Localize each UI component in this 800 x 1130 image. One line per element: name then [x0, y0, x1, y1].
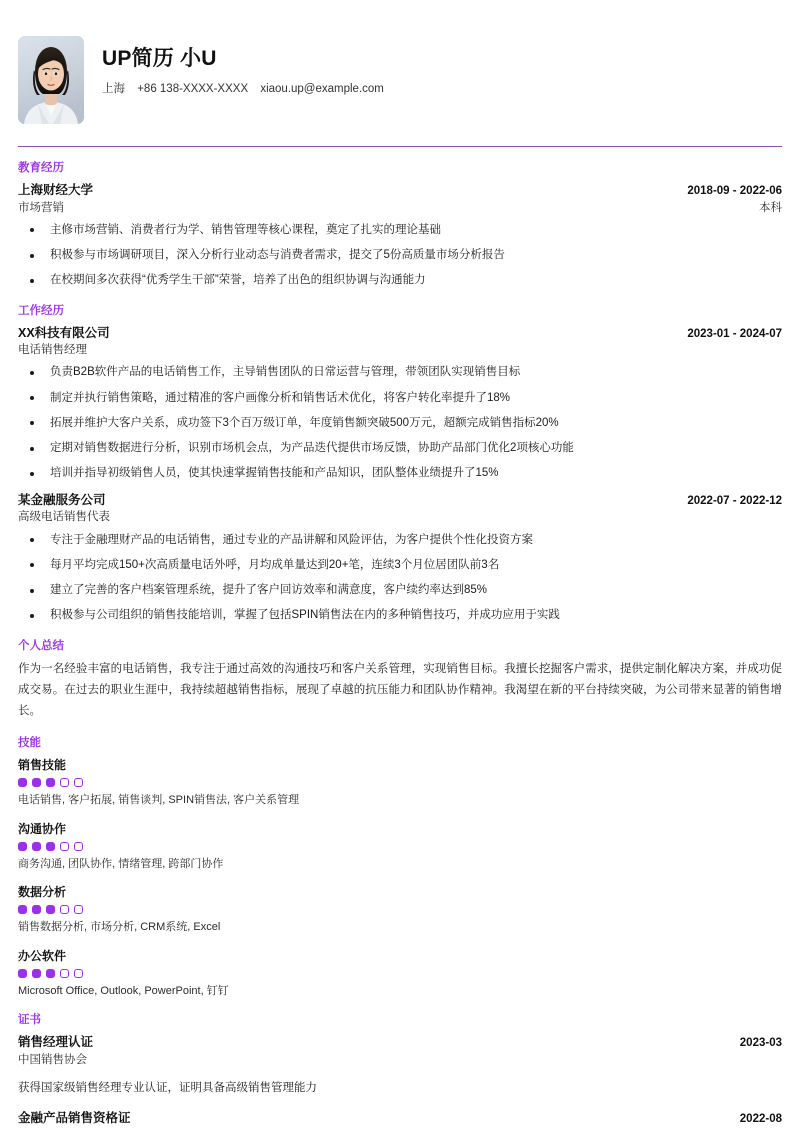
resume-header — [18, 30, 782, 124]
skill-tags: 商务沟通, 团队协作, 情绪管理, 跨部门协作 — [18, 857, 224, 870]
skill-dot-empty — [74, 778, 83, 787]
skill-name: 数据分析 — [18, 885, 67, 900]
work-entry — [18, 324, 782, 483]
skill-level-meter — [18, 905, 782, 914]
skill-tags: Microsoft Office, Outlook, PowerPoint, 钉钉 — [18, 984, 229, 997]
list-item: 在校期间多次获得“优秀学生干部”荣誉，培养了出色的组织协调与沟通能力 — [18, 272, 782, 289]
education-entry — [18, 181, 782, 290]
skill-dot-filled — [32, 842, 41, 851]
skill-dot-empty — [60, 778, 69, 787]
work-entry-sub — [18, 342, 782, 359]
skill-name: 办公软件 — [18, 948, 67, 963]
list-item: 定期对销售数据进行分析，识别市场机会点，为产品迭代提供市场反馈，协助产品部门优化2项核心功能 — [18, 440, 782, 457]
skill-dot-empty — [74, 905, 83, 914]
skill-dot-filled — [46, 969, 55, 978]
skill-dot-filled — [46, 905, 55, 914]
section-education — [18, 161, 782, 290]
section-title-work: 工作经历 — [18, 304, 64, 317]
list-item: 建立了完善的客户档案管理系统，提升了客户回访效率和满意度，客户续约率达到85% — [18, 582, 782, 599]
work-entry-head — [18, 491, 782, 510]
work-role: 高级电话销售代表 — [18, 511, 110, 524]
certificate-description: 获得国家级销售经理专业认证，证明具备高级销售管理能力 — [18, 1082, 317, 1095]
education-school: 上海财经大学 — [18, 182, 94, 197]
work-bullets — [18, 364, 782, 482]
skill-dot-filled — [18, 778, 27, 787]
certificate-name: 销售经理认证 — [18, 1035, 94, 1050]
skill-dot-filled — [46, 778, 55, 787]
skill-dot-filled — [46, 842, 55, 851]
certificate-entry — [18, 1033, 782, 1097]
contact-location: 上海 — [102, 83, 125, 96]
skill-tags: 电话销售, 客户拓展, 销售谈判, SPIN销售法, 客户关系管理 — [18, 794, 300, 807]
skill-level-meter — [18, 778, 782, 787]
skill-dot-filled — [32, 905, 41, 914]
list-item: 培训并指导初级销售人员，使其快速掌握销售技能和产品知识，团队整体业绩提升了15% — [18, 465, 782, 482]
skill-item — [18, 883, 782, 936]
skill-dot-filled — [18, 969, 27, 978]
list-item: 负责B2B软件产品的电话销售工作，主导销售团队的日常运营与管理，带领团队实现销售目标 — [18, 364, 782, 381]
portrait-photo — [18, 36, 84, 124]
contact-line — [102, 82, 384, 97]
certificate-entry-sub — [18, 1052, 782, 1069]
certificate-issuer: 中国销售协会 — [18, 1053, 87, 1066]
list-item: 每月平均完成150+次高质量电话外呼，月均成单量达到20+笔，连续3个月位居团队前3名 — [18, 557, 782, 574]
section-skills — [18, 736, 782, 999]
skill-item — [18, 947, 782, 1000]
certificate-name: 金融产品销售资格证 — [18, 1111, 131, 1126]
list-item: 主修市场营销、消费者行为学、销售管理等核心课程，奠定了扎实的理论基础 — [18, 222, 782, 239]
skill-tags: 销售数据分析, 市场分析, CRM系统, Excel — [18, 921, 221, 934]
skill-dot-empty — [74, 969, 83, 978]
section-title-certificates: 证书 — [18, 1014, 41, 1027]
skill-dot-empty — [74, 842, 83, 851]
skill-dot-empty — [60, 969, 69, 978]
certificate-entry-head — [18, 1109, 782, 1128]
section-certificates — [18, 1013, 782, 1128]
certificate-date: 2022-08 — [739, 1113, 782, 1126]
work-company: 某金融服务公司 — [18, 492, 106, 507]
contact-phone: +86 138-XXXX-XXXX — [137, 83, 249, 96]
skill-dot-filled — [32, 969, 41, 978]
section-summary — [18, 639, 782, 723]
skill-dot-empty — [60, 905, 69, 914]
work-date: 2023-01 - 2024-07 — [687, 327, 782, 340]
section-work — [18, 304, 782, 625]
skill-dot-filled — [32, 778, 41, 787]
skill-dot-filled — [18, 905, 27, 914]
list-item: 拓展并维护大客户关系，成功签下3个百万级订单，年度销售额突破500万元，超额完成销售指标20% — [18, 415, 782, 432]
work-bullets — [18, 532, 782, 625]
work-entry-head — [18, 324, 782, 343]
list-item: 制定并执行销售策略，通过精准的客户画像分析和销售话术优化，将客户转化率提升了18% — [18, 390, 782, 407]
list-item: 积极参与公司组织的销售技能培训，掌握了包括SPIN销售法在内的多种销售技巧，并成功应用于实践 — [18, 607, 782, 624]
certificate-date: 2023-03 — [739, 1037, 782, 1050]
header-divider — [18, 146, 782, 147]
work-entry — [18, 491, 782, 625]
list-item: 积极参与市场调研项目，深入分析行业动态与消费者需求，提交了5份高质量市场分析报告 — [18, 247, 782, 264]
list-item: 专注于金融理财产品的电话销售，通过专业的产品讲解和风险评估，为客户提供个性化投资方案 — [18, 532, 782, 549]
education-entry-head — [18, 181, 782, 200]
summary-text: 作为一名经验丰富的电话销售，我专注于通过高效的沟通技巧和客户关系管理，实现销售目标。我擅长挖掘客户需求，提供定制化解决方案，并成功促成交易。在过去的职业生涯中，我持续超越销售指标，展现了卓越的抗压能力和团队协作精神。我渴望在新的平台持续突破，为公司带来显著的销售增长。 — [18, 662, 782, 718]
contact-email: xiaou.up@example.com — [260, 83, 384, 96]
education-major: 市场营销 — [18, 201, 64, 214]
page-title: UP简历 小U — [102, 47, 217, 70]
skill-name: 销售技能 — [18, 758, 67, 773]
skill-item — [18, 820, 782, 873]
education-date: 2018-09 - 2022-06 — [687, 184, 782, 197]
section-title-summary: 个人总结 — [18, 639, 64, 652]
skill-level-meter — [18, 842, 782, 851]
work-role: 电话销售经理 — [18, 344, 87, 357]
skill-name: 沟通协作 — [18, 821, 67, 836]
certificate-entry — [18, 1109, 782, 1128]
work-date: 2022-07 - 2022-12 — [687, 494, 782, 507]
skill-item — [18, 756, 782, 809]
education-entry-sub — [18, 200, 782, 217]
section-title-education: 教育经历 — [18, 162, 64, 174]
header-text-block — [102, 36, 384, 97]
section-title-skills: 技能 — [18, 737, 41, 750]
work-company: XX科技有限公司 — [18, 325, 110, 340]
skill-dot-filled — [18, 842, 27, 851]
skill-level-meter — [18, 969, 782, 978]
skill-dot-empty — [60, 842, 69, 851]
education-bullets — [18, 222, 782, 290]
education-degree: 本科 — [759, 201, 782, 214]
work-entry-sub — [18, 509, 782, 526]
certificate-entry-head — [18, 1033, 782, 1052]
